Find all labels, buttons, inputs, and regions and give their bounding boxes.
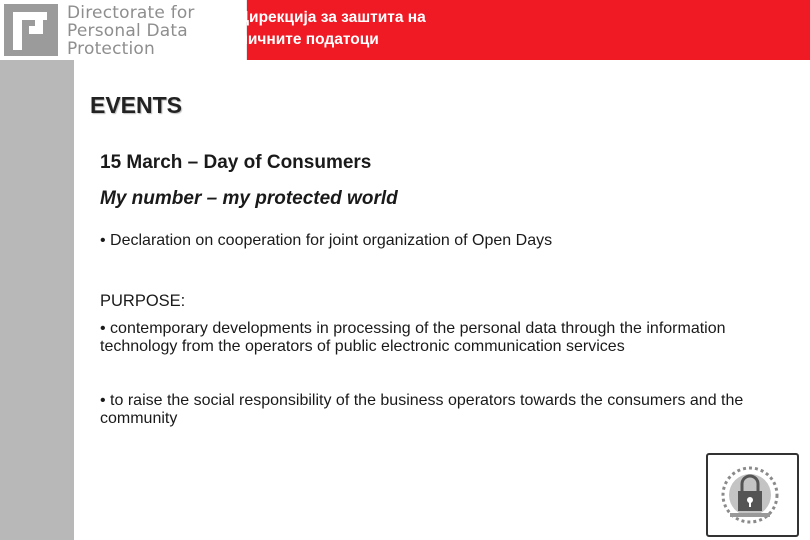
section-title: EVENTS (90, 92, 183, 118)
purpose-bullet: • contemporary developments in processing of the personal data through the information technology from the operators of public electronic communication services (100, 320, 726, 355)
logo-line: Protection (67, 39, 156, 59)
left-sidebar-stripe (0, 60, 74, 540)
logo-text (67, 4, 245, 58)
logo-line: Personal Data (67, 21, 188, 41)
header-title-line: личните податоци (238, 31, 379, 48)
logo-box (0, 0, 247, 60)
header-title (238, 7, 538, 51)
header-title-line: Дирекција за заштита на (238, 9, 426, 26)
logo-line: Directorate for (67, 3, 195, 23)
bullet-declaration: • Declaration on cooperation for joint organization of Open Days (100, 232, 553, 249)
purpose-bullet: • to raise the social responsibility of the business operators towards the consumers and the community (100, 392, 744, 427)
purpose-label: PURPOSE: (100, 292, 186, 310)
event-subtitle: My number – my protected world (100, 188, 398, 209)
header-bar (0, 0, 810, 60)
directorate-logo-icon (4, 4, 58, 56)
padlock-seal-icon (706, 453, 799, 537)
event-title: 15 March – Day of Consumers (100, 152, 372, 173)
